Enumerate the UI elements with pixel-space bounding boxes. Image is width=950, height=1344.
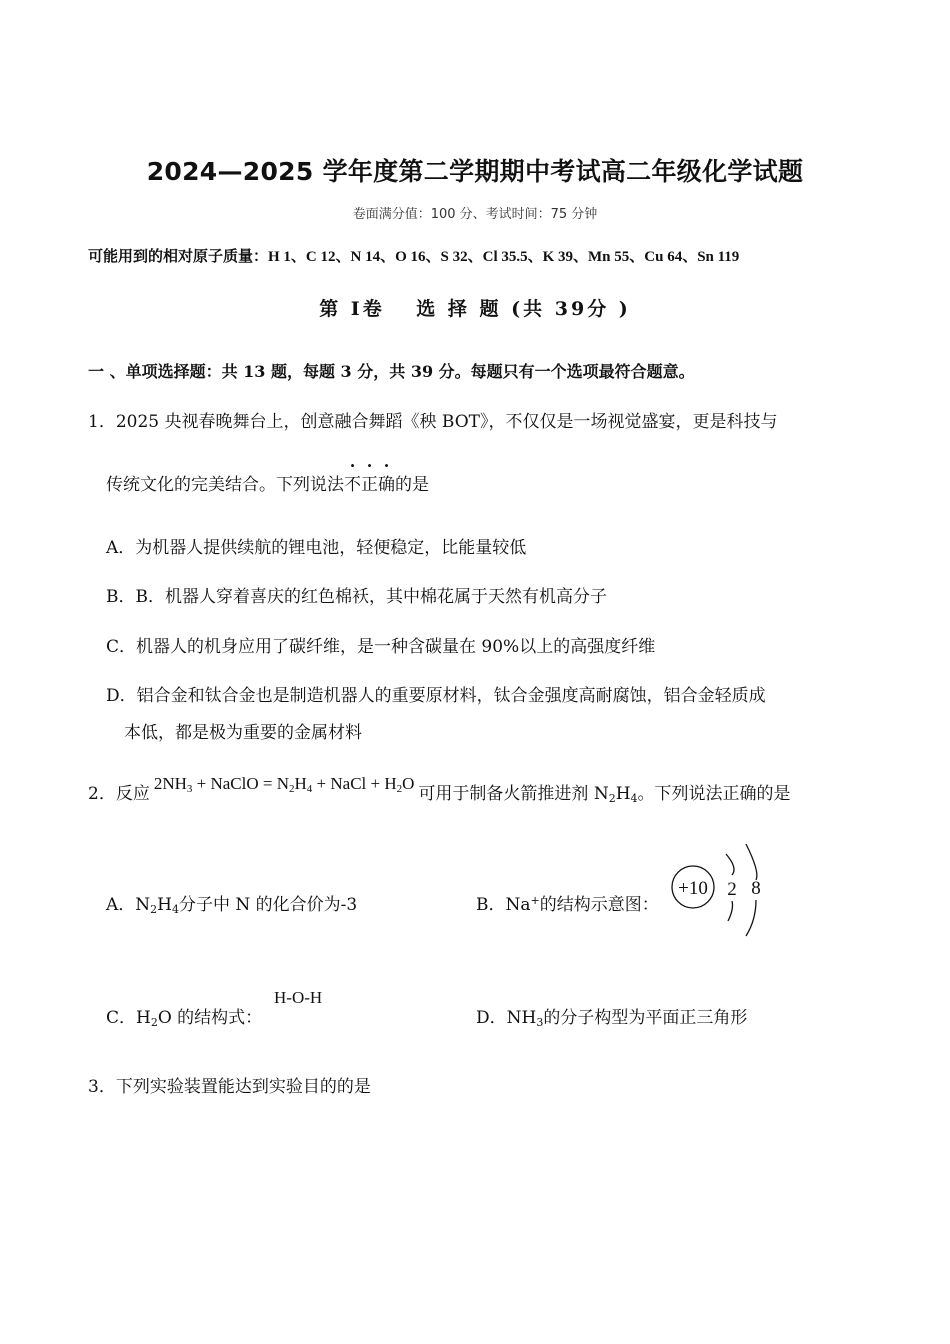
eq-sub: 2 [396, 783, 403, 795]
emphasis-char: 正 [361, 475, 378, 495]
q2-stem-text: 可用于制备火箭推进剂 N [418, 784, 609, 804]
opt-text: O 的结构式： [157, 1008, 263, 1028]
q3-stem: 3．下列实验装置能达到实验目的的是 [88, 1077, 371, 1097]
q2-option-a [106, 890, 357, 916]
atomic-masses-label: 可能用到的相对原子质量： [88, 247, 269, 265]
formula-sub: 2 [608, 792, 616, 805]
q2-stem [88, 774, 791, 805]
eq-sub: 3 [186, 783, 193, 795]
shell-electrons-1: 2 [727, 879, 737, 900]
q1-option-d-line2: 本低，都是极为重要的金属材料 [124, 723, 362, 743]
charge-sup: + [530, 894, 540, 907]
q2-option-c [106, 1003, 262, 1029]
q1-option-b: B．B．机器人穿着喜庆的红色棉袄，其中棉花属于天然有机高分子 [106, 587, 607, 607]
exam-title: 2024—2025 学年度第二学期期中考试高二年级化学试题 [146, 157, 804, 186]
atomic-masses-values: H 1、C 12、N 14、O 16、S 32、Cl 35.5、K 39、Mn 55、Cu 64、Sn 119 [268, 249, 740, 265]
shell-arc [746, 844, 757, 880]
emphasis-char: 不 [344, 475, 361, 495]
emphasis-char: 确 [378, 475, 395, 495]
opt-text: 分子中 N 的化合价为-3 [178, 895, 358, 915]
eq-sub: 4 [306, 783, 313, 795]
q1-stem-text: 传统文化的完美结合。下列说法 [106, 475, 344, 495]
shell-arc [726, 854, 734, 875]
q1-option-d-line1: D．铝合金和钛合金也是制造机器人的重要原材料，钛合金强度高耐腐蚀，铝合金轻质成 [106, 686, 766, 706]
reaction-equation [154, 774, 415, 793]
part-heading: 一 、单项选择题：共 13 题，每题 3 分，共 39 分。每题只有一个选项最符合题意。 [88, 362, 695, 381]
q2-stem-text: H [615, 784, 631, 804]
opt-text: 的分子构型为平面正三角形 [543, 1008, 748, 1028]
formula-sub: 2 [150, 1016, 158, 1029]
shell-arc [728, 901, 733, 921]
atomic-masses [88, 245, 739, 266]
q1-option-a: A．为机器人提供续航的锂电池，轻便稳定，比能量较低 [106, 538, 527, 558]
exam-subtitle: 卷面满分值：100 分、考试时间：75 分钟 [352, 207, 598, 222]
formula-sub: 3 [536, 1016, 544, 1029]
q1-stem-line1: 1．2025 央视春晚舞台上，创意融合舞蹈《秧 BOT》，不仅仅是一场视觉盛宴，更是科技与 [88, 412, 778, 432]
opt-text: D．NH [476, 1008, 537, 1028]
opt-text: C．H [106, 1008, 151, 1028]
opt-text: A．N [106, 895, 151, 915]
q1-stem-line2 [106, 470, 429, 495]
q1-stem-end: 的是 [395, 475, 429, 495]
eq-part: O [402, 774, 415, 793]
eq-part: 2NH [153, 774, 187, 793]
sodium-ion-structure-diagram [668, 842, 768, 942]
water-structural-formula: H-O-H [274, 988, 323, 1007]
formula-sub: 2 [150, 903, 158, 916]
shell-arc [746, 900, 756, 936]
q2-stem-prefix: 2．反应 [88, 784, 150, 804]
q2-stem-text: 。下列说法正确的是 [637, 784, 791, 804]
q1-option-c: C．机器人的机身应用了碳纤维，是一种含碳量在 90%以上的高强度纤维 [106, 637, 656, 657]
q2-option-b [476, 890, 659, 915]
eq-part: + NaCl + H [312, 774, 397, 793]
nucleus-charge: +10 [678, 878, 708, 899]
shell-electrons-2: 8 [751, 878, 761, 899]
formula-sub: 4 [171, 903, 179, 916]
section-title: 第 I卷 选 择 题 (共 39分 ) [319, 298, 631, 320]
q2-option-d [476, 1003, 747, 1029]
eq-sub: 2 [289, 783, 295, 795]
formula-sub: 4 [630, 792, 638, 805]
opt-text: B．Na [476, 895, 531, 915]
opt-text: 的结构示意图： [539, 895, 659, 915]
opt-text: H [157, 895, 172, 915]
eq-part: + NaClO = N [192, 774, 290, 793]
eq-part: H [294, 774, 307, 793]
